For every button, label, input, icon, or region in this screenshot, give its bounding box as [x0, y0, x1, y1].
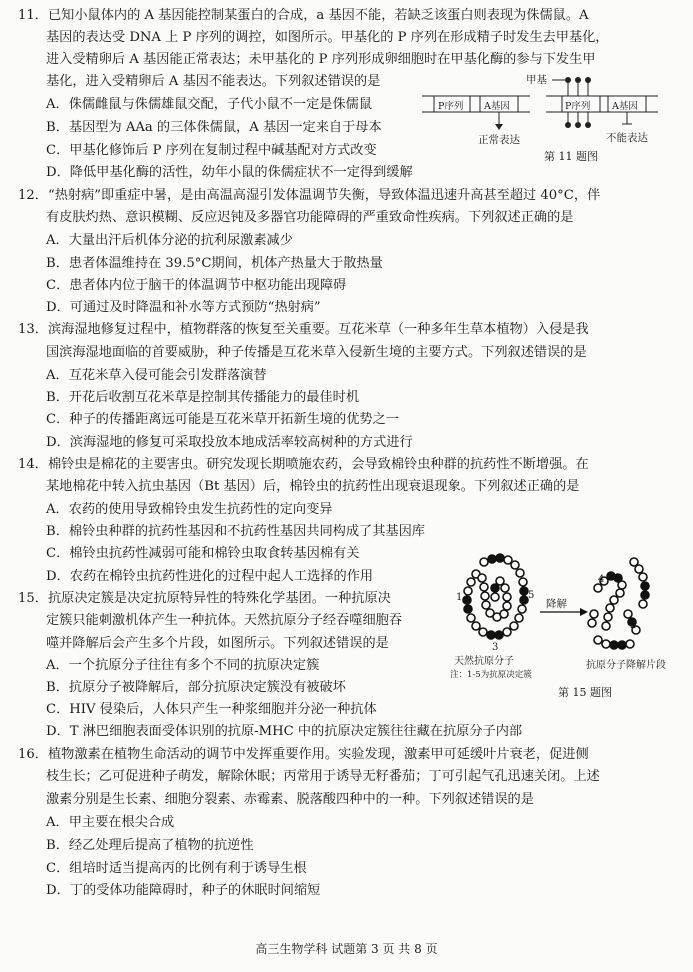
q12-option-c: C．患者体内位于脑干的体温调节中枢功能出现障碍 — [46, 278, 347, 293]
q11-option-b: B．基因型为 AAa 的三体侏儒鼠，A 基因一定来自于母本 — [46, 120, 382, 135]
q11-not-expressed-label: 不能表达 — [606, 132, 648, 144]
q11-option-c: C．甲基化修饰后 P 序列在复制过程中碱基配对方式改变 — [46, 143, 377, 158]
q15-option-b: B．抗原分子被降解后，部分抗原决定簇没有被破坏 — [46, 680, 346, 695]
q11-option-d: D．降低甲基化酶的活性，幼年小鼠的侏儒症状不一定得到缓解 — [46, 165, 413, 180]
q14-stem-line-1: 14．棉铃虫是棉花的主要害虫。研究发现长期喷施农药，会导致棉铃虫种群的抗药性不断增强。在 — [18, 457, 589, 472]
q12-option-a: A．大量出汗后机体分泌的抗利尿激素减少 — [46, 233, 293, 248]
q13-option-a: A．互花米草入侵可能会引发群落演替 — [46, 368, 267, 383]
q14-option-a: A．农药的使用导致棉铃虫发生抗药性的定向变异 — [46, 502, 333, 517]
q14-option-d: D．农药在棉铃虫抗药性进化的过程中起人工选择的作用 — [46, 569, 374, 584]
q13-option-c: C．种子的传播距离远可能是互花米草开拓新生境的优势之一 — [46, 412, 399, 427]
q13-stem-line-1: 13．滨海湿地修复过程中，植物群落的恢复至关重要。互花米草（一种多年生草本植物）入侵是我 — [18, 322, 589, 337]
q15-stem-line-2: 定簇只能刺激机体产生一种抗体。天然抗原分子经吞噬细胞吞 — [46, 613, 403, 628]
q15-note: 注：1-5为抗原决定簇 — [450, 670, 532, 680]
q11-a-gene-right: A基因 — [612, 101, 638, 112]
q11-a-gene-left: A基因 — [484, 101, 510, 112]
q11-option-a: A．侏儒雌鼠与侏儒雄鼠交配，子代小鼠不一定是侏儒鼠 — [46, 97, 373, 112]
q11-methyl-label: 甲基 — [526, 74, 547, 86]
q13-stem-line-2: 国滨海湿地面临的首要威胁，种子传播是互花米草入侵新生境的主要方式。下列叙述错误的是 — [46, 345, 587, 360]
q11-p-seq-left: P序列 — [438, 101, 464, 112]
q11-figure-caption: 第 11 题图 — [544, 150, 598, 163]
q15-option-c: C．HIV 侵染后，人体只产生一种浆细胞并分泌一种抗体 — [46, 702, 377, 717]
q11-figure — [422, 72, 658, 164]
q15-figure-caption: 第 15 题图 — [558, 686, 612, 699]
q13-option-d: D．滨海湿地的修复可采取投放本地成活率较高树种的方式进行 — [46, 435, 413, 450]
q15-num-2: 2 — [630, 620, 637, 631]
q11-stem-line-2: 基因的表达受 DNA 上 P 序列的调控，如图所示。甲基化的 P 序列在形成精子时发生去甲基化， — [46, 30, 609, 45]
q15-num-4: 4 — [598, 574, 605, 585]
q11-p-seq-right: P序列 — [565, 101, 591, 112]
q14-option-c: C．棉铃虫抗药性减弱可能和棉铃虫取食转基因棉有关 — [46, 546, 360, 561]
q11-stem-line-3: 进入受精卵后 A 基因能正常表达；未甲基化的 P 序列形成卵细胞时在甲基化酶的参与下发生甲 — [46, 52, 596, 67]
q15-figure — [448, 548, 678, 698]
q15-option-a: A．一个抗原分子往往有多个不同的抗原决定簇 — [46, 658, 320, 673]
q16-option-d: D．丁的受体功能障碍时，种子的休眠时间缩短 — [46, 883, 321, 898]
q16-option-b: B．经乙处理后提高了植物的抗逆性 — [46, 838, 254, 853]
q15-num-5: 5 — [528, 590, 535, 601]
q15-fragments-label: 抗原分子降解片段 — [586, 660, 666, 671]
q15-num-3: 3 — [492, 642, 499, 653]
q16-option-c: C．组培时适当提高丙的比例有利于诱导生根 — [46, 861, 307, 876]
q14-stem-line-2: 某地棉花中转入抗虫基因（Bt 基因）后，棉铃虫的抗药性出现衰退现象。下列叙述正确的是 — [46, 479, 580, 494]
q12-stem-line-2: 有皮肤灼热、意识模糊、反应迟钝及多器官功能障碍的严重致命性疾病。下列叙述正确的是 — [46, 210, 574, 225]
q16-stem-line-1: 16．植物激素在植物生命活动的调节中发挥重要作用。实验发现，激素甲可延缓叶片衰老，促进侧 — [18, 747, 589, 762]
q11-normal-label: 正常表达 — [478, 134, 520, 146]
q12-option-d: D．可通过及时降温和补水等方式预防“热射病” — [46, 300, 321, 315]
q15-arrow-label: 降解 — [546, 598, 567, 610]
q15-num-1: 1 — [456, 592, 463, 603]
q13-option-b: B．开花后收割互花米草是控制其传播能力的最佳时机 — [46, 390, 360, 405]
q12-stem-line-1: 12．“热射病”即重症中暑，是由高温高湿引发体温调节失衡，导致体温迅速升高甚至超过 40°C，伴 — [18, 188, 601, 203]
q16-stem-line-2: 枝生长；乙可促进种子萌发，解除休眠；丙常用于诱导无籽番茄；丁可引起气孔迅速关闭。上述 — [46, 769, 600, 784]
q16-option-a: A．甲主要在根尖合成 — [46, 815, 175, 830]
q15-stem-line-1: 15．抗原决定簇是决定抗原特异性的特殊化学基团。一种抗原决 — [18, 591, 391, 606]
q15-option-d: D．T 淋巴细胞表面受体识别的抗原-MHC 中的抗原决定簇往往藏在抗原分子内部 — [46, 724, 523, 739]
q11-stem-line-4: 基化，进入受精卵后 A 基因不能表达。下列叙述错误的是 — [46, 74, 381, 89]
q15-natural-antigen-label: 天然抗原分子 — [454, 656, 514, 667]
q11-stem-line-1: 11．已知小鼠体内的 A 基因能控制某蛋白的合成，a 基因不能，若缺乏该蛋白则表现为侏儒鼠。A — [18, 8, 589, 23]
page-footer: 高三生物学科 试题第 3 页 共 8 页 — [255, 942, 438, 956]
q12-option-b: B．患者体温维持在 39.5°C期间，机体产热量大于散热量 — [46, 256, 383, 271]
q15-stem-line-3: 噬并降解后会产生多个片段，如图所示。下列叙述错误的是 — [46, 636, 389, 651]
q14-option-b: B．棉铃虫种群的抗药性基因和不抗药性基因共同构成了其基因库 — [46, 524, 425, 539]
q16-stem-line-3: 激素分别是生长素、细胞分裂素、赤霉素、脱落酸四种中的一种。下列叙述错误的是 — [46, 792, 534, 807]
